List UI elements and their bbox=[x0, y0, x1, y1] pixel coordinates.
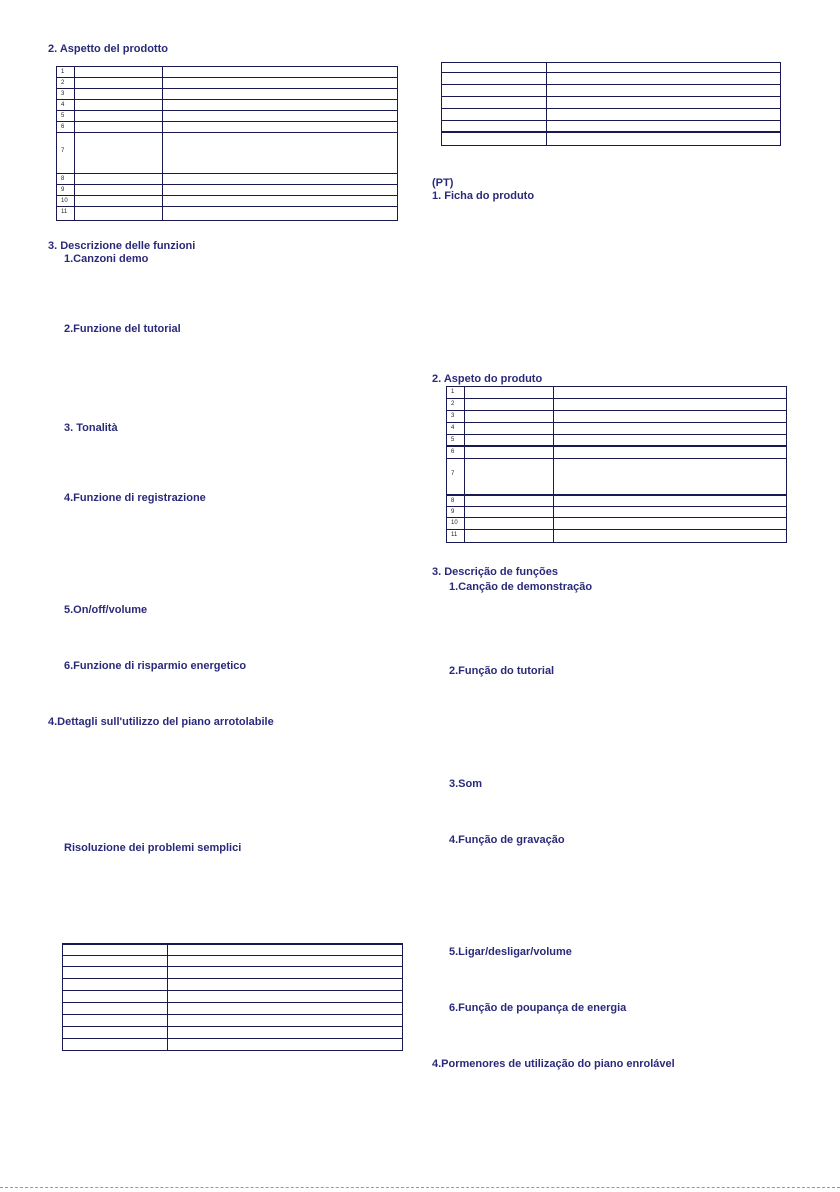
table-row: 1 bbox=[447, 387, 786, 399]
table-row: 3 bbox=[447, 411, 786, 423]
table-row bbox=[63, 1015, 402, 1027]
table-row bbox=[63, 1003, 402, 1015]
table-row bbox=[442, 63, 780, 73]
heading-tonalita: 3. Tonalità bbox=[64, 422, 118, 434]
table-row bbox=[63, 945, 402, 956]
spec-table-pt bbox=[446, 386, 787, 543]
table-row: 7 bbox=[447, 459, 786, 496]
table-row: 9 bbox=[57, 185, 397, 196]
heading-descricao-funcoes: 3. Descrição de funções bbox=[432, 566, 558, 578]
table-row: 10 bbox=[447, 518, 786, 530]
table-row: 11 bbox=[61, 209, 68, 215]
table-row bbox=[63, 956, 402, 967]
table-row bbox=[442, 85, 780, 97]
spec-table-it bbox=[56, 66, 398, 221]
table-row: 9 bbox=[447, 507, 786, 518]
table-row: 4 bbox=[57, 100, 397, 111]
table-row: 6 bbox=[57, 122, 397, 133]
heading-ficha-produto: 1. Ficha do produto bbox=[432, 190, 535, 202]
troubleshooting-table-it bbox=[62, 943, 403, 1051]
table-row bbox=[63, 1027, 402, 1039]
table-row: 5 bbox=[447, 435, 786, 447]
table-row bbox=[63, 991, 402, 1003]
table-row: 11 bbox=[451, 532, 458, 538]
table-row: 4 bbox=[447, 423, 786, 435]
heading-dettagli-utilizzo: 4.Dettagli sull'utilizzo del piano arrotolabile bbox=[48, 716, 274, 728]
heading-poupanca-energia: 6.Função de poupança de energia bbox=[449, 1002, 627, 1014]
table-row: 1 bbox=[57, 67, 397, 78]
table-row bbox=[442, 109, 780, 121]
heading-risoluzione-problemi: Risoluzione dei problemi semplici bbox=[64, 842, 242, 854]
heading-funcao-gravacao: 4.Função de gravação bbox=[449, 834, 565, 846]
heading-descrizione-funzioni: 3. Descrizione delle funzioni bbox=[48, 240, 196, 252]
heading-ligar-desligar-volume: 5.Ligar/desligar/volume bbox=[449, 946, 572, 958]
heading-aspetto-prodotto: 2. Aspetto del prodotto bbox=[48, 43, 168, 55]
table-row: 2 bbox=[57, 78, 397, 89]
heading-pt: (PT) bbox=[432, 177, 454, 189]
table-row: 3 bbox=[57, 89, 397, 100]
heading-funzione-tutorial: 2.Funzione del tutorial bbox=[64, 323, 181, 335]
table-row bbox=[442, 97, 780, 109]
table-row: 7 bbox=[57, 133, 397, 174]
heading-som: 3.Som bbox=[449, 778, 483, 790]
table-row: 6 bbox=[447, 447, 786, 459]
heading-cancao-demonstracao: 1.Canção de demonstração bbox=[449, 581, 593, 593]
table-row bbox=[63, 1039, 402, 1051]
table-row bbox=[63, 979, 402, 991]
heading-on-off-volume: 5.On/off/volume bbox=[64, 604, 148, 616]
table-row: 8 bbox=[57, 174, 397, 185]
heading-pormenores-utilizacao: 4.Pormenores de utilização do piano enrolável bbox=[432, 1058, 675, 1070]
heading-aspeto-produto: 2. Aspeto do produto bbox=[432, 373, 543, 385]
heading-risparmio-energetico: 6.Funzione di risparmio energetico bbox=[64, 660, 247, 672]
table-row: 2 bbox=[447, 399, 786, 411]
table-row bbox=[442, 73, 780, 85]
table-row: 10 bbox=[57, 196, 397, 207]
page-bottom-rule bbox=[0, 1187, 840, 1188]
heading-funzione-registrazione: 4.Funzione di registrazione bbox=[64, 492, 206, 504]
heading-canzoni-demo: 1.Canzoni demo bbox=[64, 253, 149, 265]
table-row bbox=[442, 133, 780, 145]
table-row bbox=[442, 121, 780, 133]
troubleshooting-table-continued bbox=[441, 62, 781, 146]
table-row: 5 bbox=[57, 111, 397, 122]
heading-funcao-tutorial: 2.Função do tutorial bbox=[449, 665, 555, 677]
table-row bbox=[63, 967, 402, 979]
table-row: 8 bbox=[447, 496, 786, 507]
